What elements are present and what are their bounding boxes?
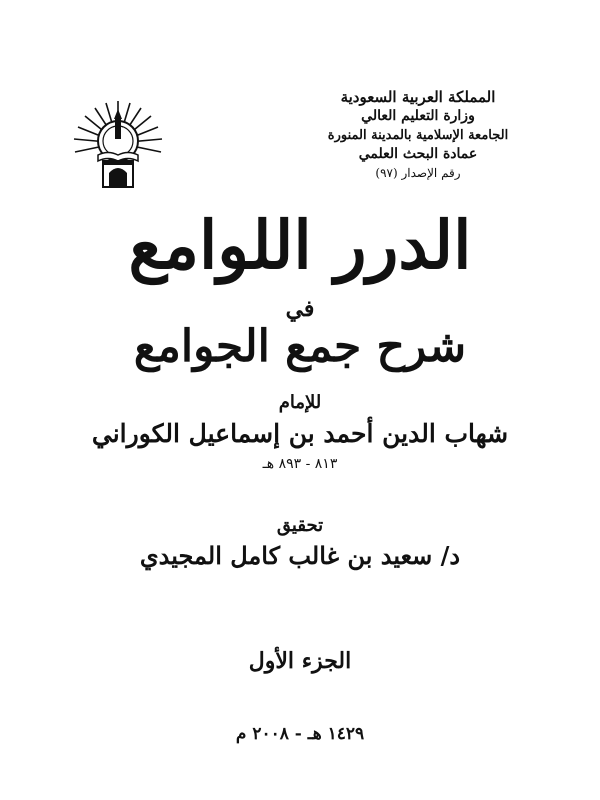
country-name: المملكة العربية السعودية (340, 88, 496, 106)
book-title: الدرر اللوامع (128, 206, 472, 284)
publication-year: ١٤٢٩ هـ - ٢٠٠٨ م (235, 724, 365, 744)
title-connector: في (285, 296, 315, 322)
university-emblem-icon (68, 95, 168, 190)
issue-number: رقم الإصدار (٩٧) (375, 166, 461, 180)
tahqiq-label: تحقيق (276, 515, 324, 536)
author-name: شهاب الدين أحمد بن إسماعيل الكوراني (91, 419, 509, 448)
university-name: الجامعة الإسلامية بالمدينة المنورة (327, 128, 509, 143)
book-subtitle: شرح جمع الجوامع (133, 321, 467, 372)
volume-label: الجزء الأول (248, 648, 352, 674)
author-dates: ٨١٣ - ٨٩٣ هـ (262, 456, 338, 472)
ministry-name: وزارة التعليم العالي (361, 108, 475, 124)
deanship-name: عمادة البحث العلمي (358, 146, 478, 162)
imam-label: للإمام (278, 392, 322, 413)
institution-header (298, 88, 538, 183)
editor-name: د/ سعيد بن غالب كامل المجيدي (139, 541, 461, 570)
